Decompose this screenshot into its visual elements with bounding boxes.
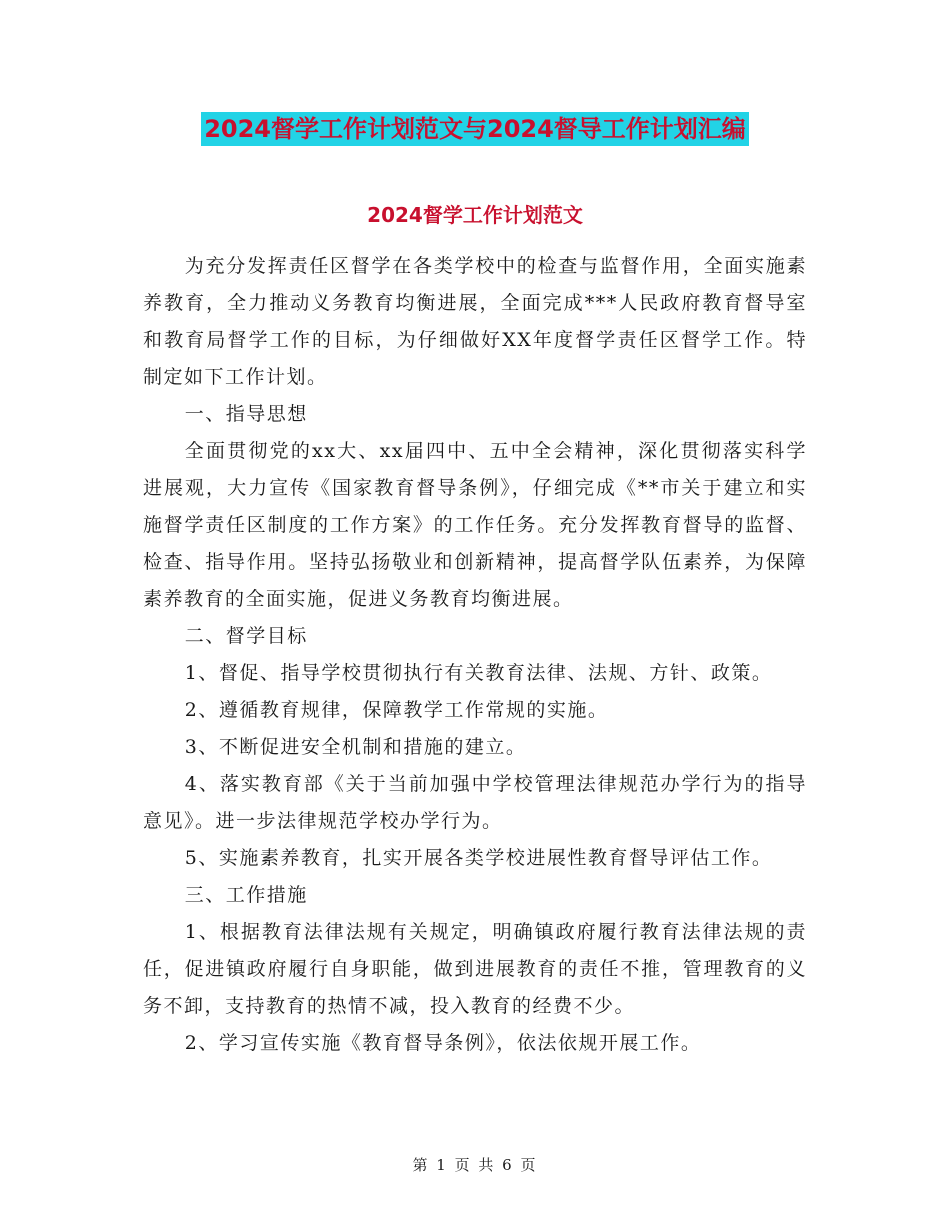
paragraph-guiding-thought: 全面贯彻党的xx大、xx届四中、五中全会精神，深化贯彻落实科学进展观，大力宣传《国家教育督导条例》，仔细完成《**市关于建立和实施督学责任区制度的工作方案》的工作任务。充分发挥教育督导的监督、检查、指导作用。坚持弘扬敬业和创新精神，提高督学队伍素养，为保障素养教育的全面实施，促进义务教育均衡进展。 — [143, 440, 807, 610]
heading-measures: 三、工作措施 — [184, 884, 308, 906]
goal-item-4: 4、落实教育部《关于当前加强中学校管理法律规范办学行为的指导意见》。进一步法律规范学校办学行为。 — [143, 773, 807, 832]
goal-item-1: 1、督促、指导学校贯彻执行有关教育法律、法规、方针、政策。 — [184, 662, 773, 684]
measure-item-1: 1、根据教育法律法规有关规定，明确镇政府履行教育法律法规的责任，促进镇政府履行自身职能，做到进展教育的责任不推，管理教育的义务不卸，支持教育的热情不减，投入教育的经费不少。 — [143, 921, 807, 1017]
heading-guiding-thought: 一、指导思想 — [184, 403, 308, 425]
document-body — [143, 248, 807, 1062]
section-title: 2024督学工作计划范文 — [367, 203, 583, 227]
goal-item-2: 2、遵循教育规律，保障教学工作常规的实施。 — [184, 699, 609, 721]
main-title-wrap — [0, 112, 950, 146]
goal-item-3: 3、不断促进安全机制和措施的建立。 — [184, 736, 527, 758]
page-footer: 第 1 页 共 6 页 — [412, 1156, 538, 1174]
heading-goals: 二、督学目标 — [184, 625, 308, 647]
paragraph-intro: 为充分发挥责任区督学在各类学校中的检查与监督作用，全面实施素养教育，全力推动义务教育均衡进展，全面完成***人民政府教育督导室和教育局督学工作的目标，为仔细做好XX年度督学责任区督学工作。特制定如下工作计划。 — [143, 255, 807, 388]
main-title: 2024督学工作计划范文与2024督导工作计划汇编 — [201, 112, 749, 146]
goal-item-5: 5、实施素养教育，扎实开展各类学校进展性教育督导评估工作。 — [184, 847, 773, 869]
measure-item-2: 2、学习宣传实施《教育督导条例》，依法依规开展工作。 — [184, 1032, 702, 1054]
